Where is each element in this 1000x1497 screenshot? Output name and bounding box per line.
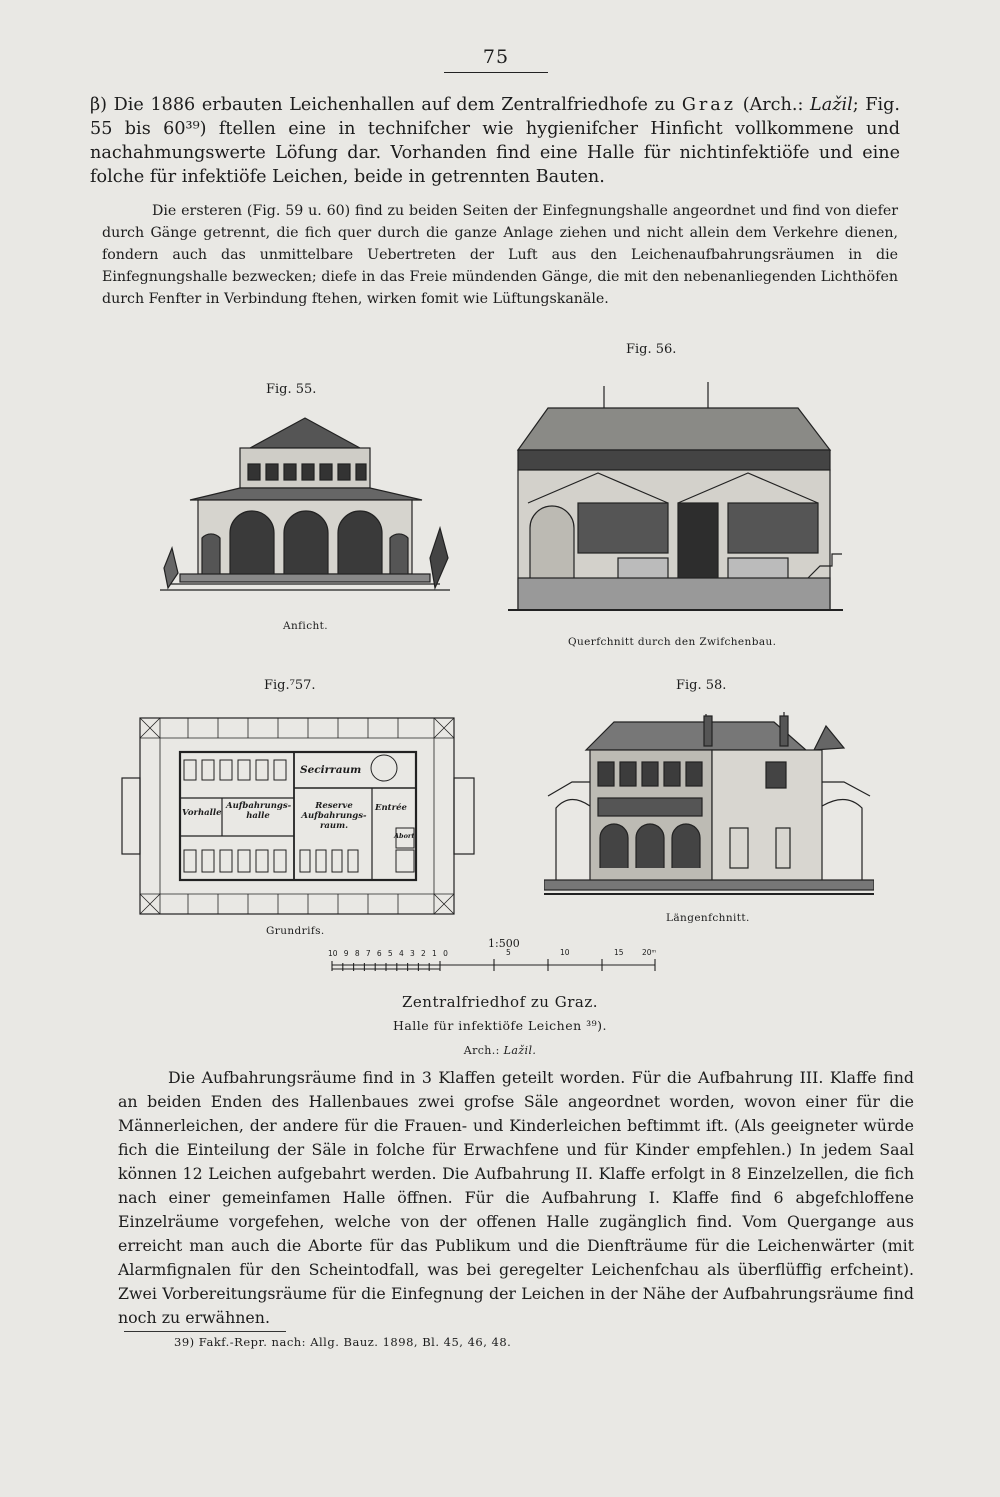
scale-tick: 7	[365, 949, 371, 958]
fig55-caption: Anficht.	[283, 620, 328, 632]
paragraph-text: ; Fig. 55 bis 60³⁹) ftellen eine in technifcher wie hygienifcher Hinficht vollkommene und nachahmungswerte Löfung dar. Vorhanden find eine Halle für nichtinfektiöfe und eine folche für infektiöfe Leichen, beide in getrennten Bauten.	[90, 95, 900, 187]
scale-tick: 5	[387, 949, 393, 958]
footnote: 39) Fakf.-Repr. nach: Allg. Bauz. 1898, Bl. 45, 46, 48.	[174, 1335, 512, 1349]
fig57-floor-plan	[118, 708, 480, 923]
scale-ratio: 1:500	[488, 937, 520, 950]
room-label-line: Aufbahrungs-	[226, 801, 292, 811]
arch-prefix: Arch.:	[463, 1044, 504, 1057]
page-number: 75	[444, 46, 548, 73]
fig56-label: Fig. 56.	[626, 342, 677, 357]
scale-left-ticks	[328, 949, 448, 958]
paragraph-aufbahrung: Die Aufbahrungsräume find in 3 Klaffen geteilt worden. Für die Aufbahrung III. Klaffe find an beiden Enden des Hallenbaues zwei grofse Säle angeordnet worden, wovon einer für die Männerleichen, der andere für die Frauen- und Kinderleichen beftimmt ift. (Als geeigneter würde fich die Einteilung der Säle in folche für Erwachfene und für Kinder empfehlen.) In jedem Saal können 12 Leichen aufgebahrt werden. Die Aufbahrung II. Klaffe erfolgt in 8 Einzelzellen, die fich nach einer gemeinfamen Halle öffnen. Für die Aufbahrung I. Klaffe find 6 abgefchloffene Einzelräume vorgefehen, welche von der offenen Halle zugänglich find. Vom Quergange aus erreicht man auch die Aborte für das Publikum und die Dienfträume für die Leichenwärter (mit Alarmfignalen für den Scheintodfall, was bei geregelter Leichenfchau als überflüffig erfcheint). Zwei Vorbereitungsräume für die Einfegnung der Leichen in der Nähe der Aufbahrungsräume find noch zu erwähnen.	[118, 1068, 914, 1327]
paragraph-text: (Arch.:	[736, 95, 811, 115]
scale-tick: 15	[614, 948, 624, 957]
scale-tick: 9	[343, 949, 349, 958]
scale-tick: 4	[398, 949, 404, 958]
room-label-line: raum.	[319, 821, 349, 831]
room-label-line: Reserve	[315, 801, 353, 811]
fig57-caption: Grundrifs.	[266, 925, 325, 937]
fig58-label: Fig. 58.	[676, 678, 727, 693]
room-reserve	[298, 801, 370, 831]
fig58-longitudinal-section-drawing	[544, 708, 874, 908]
scale-tick: 1	[432, 949, 437, 958]
fig57-label: Fig.⁷57.	[264, 678, 316, 693]
scale-tick: 0	[443, 949, 448, 958]
scale-tick: 5	[506, 948, 511, 957]
scale-tick: 20ᵐ	[642, 948, 657, 957]
fig55-label: Fig. 55.	[266, 382, 317, 397]
paragraph-beta	[90, 93, 900, 189]
footnote-rule	[124, 1331, 286, 1332]
scale-tick: 6	[376, 949, 382, 958]
scale-bar	[328, 948, 660, 981]
scale-tick: 2	[421, 949, 426, 958]
room-entree: Entrée	[375, 803, 407, 813]
city-name: Graz	[681, 95, 737, 115]
scale-tick: 10	[560, 948, 570, 957]
fig58-caption: Längenfchnitt.	[666, 912, 750, 924]
scale-tick: 3	[409, 949, 415, 958]
paragraph-text: Die 1886 erbauten Leichenhallen auf dem Zentralfriedhofe zu	[107, 95, 682, 115]
room-vorhalle: Vorhalle	[182, 808, 222, 818]
scale-tick: 8	[354, 949, 360, 958]
fig56-caption: Querfchnitt durch den Zwifchenbau.	[568, 636, 777, 648]
room-abort: Abort	[394, 832, 415, 840]
room-label-line: halle	[246, 811, 270, 821]
room-secirraum: Secirraum	[300, 764, 362, 776]
paragraph-erstere: Die ersteren (Fig. 59 u. 60) find zu beiden Seiten der Einfegnungshalle angeordnet und find von diefer durch Gänge getrennt, die fich quer durch die ganze Anlage ziehen und nicht allein dem Verkehre dienen, fondern auch das unmittelbare Uebertreten der Luft aus den Leichenaufbahrungsräumen in die Einfegnungshalle bezwecken; diefe in das Freie mündenden Gänge, die mit den nebenanliegenden Lichthöfen durch Fenfter in Verbindung ftehen, wirken fomit wie Lüftungskanäle.	[102, 203, 898, 307]
fig56-cross-section-drawing	[508, 378, 843, 623]
fig55-elevation-drawing	[160, 408, 450, 608]
figure-title-line1: Zentralfriedhof zu Graz.	[401, 993, 598, 1011]
room-aufbahrungshalle	[226, 801, 290, 821]
scale-tick: 10	[328, 949, 338, 958]
paragraph-marker: β)	[90, 95, 108, 115]
room-label-line: Aufbahrungs-	[301, 811, 367, 821]
figure-title-line2: Halle für infektiöfe Leichen ³⁹).	[392, 1018, 608, 1033]
figure-title-line3	[0, 1044, 1000, 1057]
arch-name: Lažil.	[503, 1044, 537, 1057]
architect-name: Lažil	[810, 95, 853, 115]
